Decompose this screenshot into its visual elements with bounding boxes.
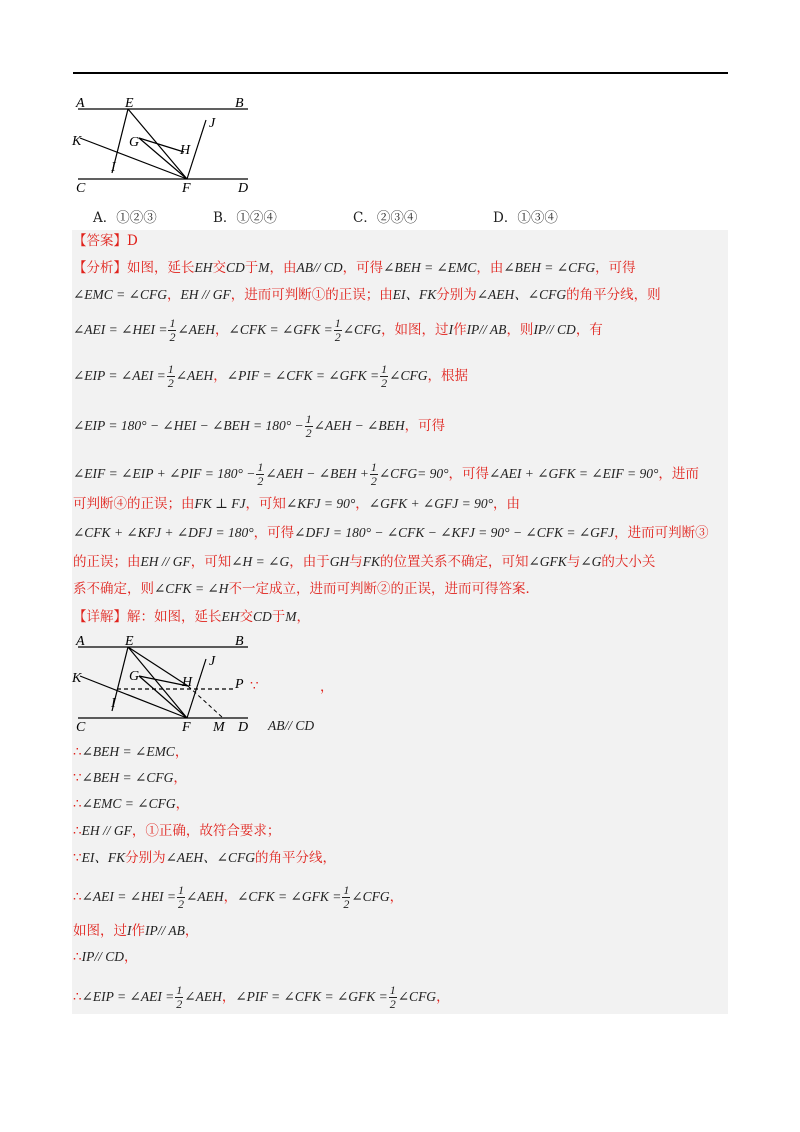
fig2-label-p: P <box>235 677 244 692</box>
math: EH <box>221 609 240 624</box>
math: ∠AEH <box>184 989 222 1004</box>
detail-step-9 <box>73 984 450 1011</box>
math: ∠AEI = ∠HEI = <box>81 889 177 904</box>
fig2-label-i: I <box>111 696 116 711</box>
math: ∠CFK + ∠KFJ + ∠DFJ = 180° <box>73 525 254 540</box>
fig2-label-e: E <box>125 634 134 649</box>
frac-den: 2 <box>370 474 377 488</box>
detail-step-2 <box>73 769 187 787</box>
analysis-line-7 <box>73 495 520 513</box>
math: ∠KFJ = 90° <box>285 496 356 511</box>
math: EH // GF <box>180 287 231 302</box>
frac-den: 2 <box>305 426 312 440</box>
math: ∠DFJ = 180° − ∠CFK − ∠KFJ = 90° − ∠CFK = ∠GFJ <box>294 525 615 540</box>
math: ∠CFG <box>342 322 382 337</box>
detail-step-6 <box>73 884 403 911</box>
math: EH // GF <box>81 823 132 838</box>
text: ， <box>215 322 229 338</box>
math: ∠CFK = ∠GFK = <box>237 889 342 904</box>
fig1-label-c: C <box>76 181 86 196</box>
fraction-half <box>342 884 350 911</box>
fig1-label-f: F <box>182 181 191 196</box>
math: ∠AEH − ∠BEH + <box>265 466 369 481</box>
text: 于 <box>244 260 259 276</box>
text: ，由 <box>269 260 297 276</box>
fig2-label-b: B <box>235 634 244 649</box>
analysis-tag: 【分析】 <box>73 260 127 276</box>
answer-tag: 【答案】 <box>73 233 127 249</box>
math: ∠AEH <box>175 368 214 383</box>
text: ， <box>166 287 181 303</box>
analysis-line-10 <box>73 580 539 598</box>
frac-num: 1 <box>257 460 264 474</box>
math: ∠BEH = ∠EMC <box>81 744 175 759</box>
text: ，①正确，故符合要求； <box>131 823 281 839</box>
math: ∠CFG <box>378 466 418 481</box>
detail-step-3 <box>73 795 189 813</box>
text: 的正误；由 <box>73 554 141 570</box>
frac-den: 2 <box>257 474 264 488</box>
fraction-half <box>167 363 175 390</box>
frac-den: 2 <box>169 330 176 344</box>
math: EH // GF <box>140 554 191 569</box>
text: 与 <box>566 554 581 570</box>
text: 交 <box>239 609 253 625</box>
math: ∠PIF = ∠CFK = ∠GFK = <box>235 989 388 1004</box>
math: ∠CFG <box>351 889 390 904</box>
math: ∠EMC = ∠CFG <box>81 796 176 811</box>
math: ∠CFK = ∠H <box>154 581 229 596</box>
text: ，进而 <box>658 466 699 482</box>
analysis-line-8 <box>73 524 709 542</box>
frac-num: 1 <box>176 983 183 997</box>
math: GH <box>329 554 350 569</box>
because-symbol: ∵ <box>73 850 82 866</box>
text: 作 <box>131 923 145 939</box>
choice-a: A．①②③ <box>93 210 157 226</box>
text: 交 <box>212 260 226 276</box>
therefore-symbol: ∴ <box>73 949 82 965</box>
fraction-half <box>334 317 342 344</box>
frac-den: 2 <box>167 376 174 390</box>
therefore-symbol: ∴ <box>73 989 82 1005</box>
fig2-label-f: F <box>182 720 191 735</box>
analysis-line-5 <box>73 413 445 440</box>
math: ∠AEI = ∠HEI = <box>73 322 168 337</box>
since-comma: ， <box>320 679 334 695</box>
since-expr <box>268 717 314 735</box>
math: ∠AEI + ∠GFK = ∠EIF = 90° <box>489 466 659 481</box>
text: 于 <box>271 609 286 625</box>
fig1-label-a: A <box>76 96 85 111</box>
text: ，进而可判断①的正误；由 <box>230 287 393 303</box>
therefore-symbol: ∴ <box>73 889 82 905</box>
frac-num: 1 <box>381 362 388 376</box>
text: 如图，延长 <box>127 260 195 276</box>
math: EH <box>194 260 213 275</box>
frac-den: 2 <box>176 997 183 1011</box>
fig1-label-i: I <box>111 160 116 175</box>
detail-step-8 <box>73 948 137 966</box>
analysis-line-9 <box>73 553 655 571</box>
math: ∠CFK = ∠GFK = <box>228 322 333 337</box>
text: ，可得 <box>448 466 490 482</box>
text: ，由于 <box>289 554 330 570</box>
fraction-half <box>305 413 313 440</box>
fraction-half <box>389 984 397 1011</box>
text: 与 <box>349 554 363 570</box>
text: ， <box>213 368 227 384</box>
fig1-label-d: D <box>238 181 249 196</box>
text: 分别为 <box>125 850 166 866</box>
analysis-line-1 <box>73 259 636 277</box>
math: CD <box>253 609 272 624</box>
fig1-label-j: J <box>209 116 216 131</box>
math: IP// CD <box>81 949 124 964</box>
text: ，有 <box>575 322 603 338</box>
fig2-label-j: J <box>209 654 216 669</box>
text: 的角平分线，则 <box>566 287 661 303</box>
frac-num: 1 <box>343 883 350 897</box>
detail-intro <box>73 608 310 626</box>
fig2-label-h: H <box>182 675 193 690</box>
text: ， <box>355 496 369 512</box>
math: ∠H = ∠G <box>231 554 290 569</box>
math: ∠CFG <box>389 368 428 383</box>
answer-line <box>73 232 138 250</box>
fraction-half <box>256 461 264 488</box>
detail-step-7 <box>73 922 198 940</box>
text: ， <box>173 770 187 786</box>
frac-num: 1 <box>169 316 176 330</box>
math: ∠G <box>580 554 602 569</box>
text: ，则 <box>506 322 534 338</box>
math: ∠AEH、∠CFG <box>165 850 255 865</box>
detail-step-4 <box>73 822 280 840</box>
since-symbol: ∵ <box>250 678 259 694</box>
text: 的位置关系不确定，可知 <box>380 554 529 570</box>
math: ∠AEH <box>177 322 216 337</box>
text: ， <box>123 949 138 965</box>
text: ， <box>184 923 199 939</box>
math: I <box>127 923 132 938</box>
analysis-line-3 <box>73 317 603 344</box>
text: ， <box>389 889 404 905</box>
text: ，如图，过 <box>381 322 449 338</box>
math: ∠BEH = ∠CFG <box>81 770 174 785</box>
geometry-figure-2 <box>70 630 260 738</box>
fraction-half <box>370 461 378 488</box>
text: 的角平分线， <box>254 850 336 866</box>
text: ， <box>436 989 450 1005</box>
math: FK ⊥ FJ <box>194 496 246 511</box>
text: ，可知 <box>190 554 232 570</box>
math: ∠BEH = ∠CFG <box>503 260 596 275</box>
detail-tag: 【详解】 <box>73 609 127 625</box>
math: IP// CD <box>533 322 576 337</box>
math: FK <box>362 554 380 569</box>
answer-value: D <box>127 233 138 249</box>
frac-den: 2 <box>334 330 341 344</box>
text: ，可得 <box>595 260 636 276</box>
text: ， <box>221 989 236 1005</box>
text: 可判断④的正误；由 <box>73 496 195 512</box>
math: ∠CFG <box>397 989 437 1004</box>
text: ，可知 <box>245 496 286 512</box>
math: ∠AEH、∠CFG <box>476 287 567 302</box>
math: ∠EIP = ∠AEI = <box>73 368 166 383</box>
therefore-symbol: ∴ <box>73 744 82 760</box>
text: ，根据 <box>427 368 468 384</box>
math: IP// AB <box>466 322 507 337</box>
frac-num: 1 <box>389 983 396 997</box>
text: ，可得 <box>253 525 295 541</box>
choice-d: D．①③④ <box>493 210 558 226</box>
text: ，可得 <box>342 260 384 276</box>
math: ∠EIP = 180° − ∠HEI − ∠BEH = 180° − <box>73 418 304 433</box>
fig2-label-m: M <box>213 720 225 735</box>
analysis-line-2 <box>73 286 661 304</box>
text: 系不确定，则 <box>73 581 154 597</box>
detail-step-5 <box>73 849 336 867</box>
math: ∠AEH − ∠BEH <box>313 418 405 433</box>
text: ，由 <box>493 496 520 512</box>
frac-num: 1 <box>178 883 185 897</box>
fig2-label-k: K <box>72 671 82 686</box>
frac-num: 1 <box>370 460 377 474</box>
fig1-label-e: E <box>125 96 134 111</box>
math: IP// AB <box>145 923 185 938</box>
fraction-half <box>380 363 388 390</box>
frac-den: 2 <box>343 897 350 911</box>
text: ， <box>175 796 190 812</box>
math: I <box>448 322 454 337</box>
fraction-half <box>175 984 183 1011</box>
fraction-half <box>168 317 176 344</box>
fraction-half <box>177 884 185 911</box>
choice-b: B．①②④ <box>213 210 277 226</box>
detail-step-1 <box>73 743 188 761</box>
math: ∠GFK + ∠GFJ = 90° <box>368 496 493 511</box>
fig1-label-k: K <box>72 134 82 149</box>
frac-den: 2 <box>178 897 185 911</box>
text: 作 <box>453 322 467 338</box>
frac-den: 2 <box>389 997 396 1011</box>
text: 分别为 <box>436 287 477 303</box>
math: EI、FK <box>81 850 126 865</box>
fig2-label-c: C <box>76 720 86 735</box>
math: ∠GFK <box>528 554 567 569</box>
math: ∠EMC = ∠CFG <box>73 287 167 302</box>
math: CD <box>226 260 245 275</box>
math: AB// CD <box>296 260 343 275</box>
geometry-figure-1 <box>70 92 260 196</box>
text: ， <box>174 744 189 760</box>
math: ∠EIF = ∠EIP + ∠PIF = 180° − <box>73 466 256 481</box>
text: ，进而可判断③ <box>614 525 709 541</box>
frac-num: 1 <box>334 316 341 330</box>
header-rule <box>73 72 728 74</box>
analysis-line-4 <box>73 363 468 390</box>
text: 的大小关 <box>601 554 656 570</box>
frac-num: 1 <box>167 362 174 376</box>
fig1-label-b: B <box>235 96 244 111</box>
text: 解：如图，延长 <box>127 609 222 625</box>
choice-c: C．②③④ <box>353 210 418 226</box>
fig1-label-h: H <box>180 143 191 158</box>
text: 不一定成立，进而可判断②的正误，进而可得答案． <box>228 581 539 597</box>
fig1-label-g: G <box>129 135 140 150</box>
math: ∠BEH = ∠EMC <box>383 260 477 275</box>
text: ， <box>223 889 238 905</box>
frac-den: 2 <box>381 376 388 390</box>
analysis-line-6 <box>73 461 699 488</box>
math: M <box>285 609 297 624</box>
math: ∠EIP = ∠AEI = <box>81 989 175 1004</box>
math: ∠PIF = ∠CFK = ∠GFK = <box>226 368 380 383</box>
text: ， <box>296 609 311 625</box>
math: ∠AEH <box>186 889 224 904</box>
fig2-label-d: D <box>238 720 249 735</box>
frac-num: 1 <box>305 412 312 426</box>
math: = 90° <box>417 466 449 481</box>
because-symbol: ∵ <box>73 770 82 786</box>
text: ，可得 <box>404 418 446 434</box>
math: M <box>258 260 270 275</box>
math: AB// CD <box>268 718 315 733</box>
math: EI、FK <box>392 287 437 302</box>
therefore-symbol: ∴ <box>73 796 82 812</box>
fig2-label-g: G <box>129 669 140 684</box>
therefore-symbol: ∴ <box>73 823 82 839</box>
text: 如图，过 <box>73 923 127 939</box>
fig2-label-a: A <box>76 634 85 649</box>
text: ，由 <box>476 260 504 276</box>
